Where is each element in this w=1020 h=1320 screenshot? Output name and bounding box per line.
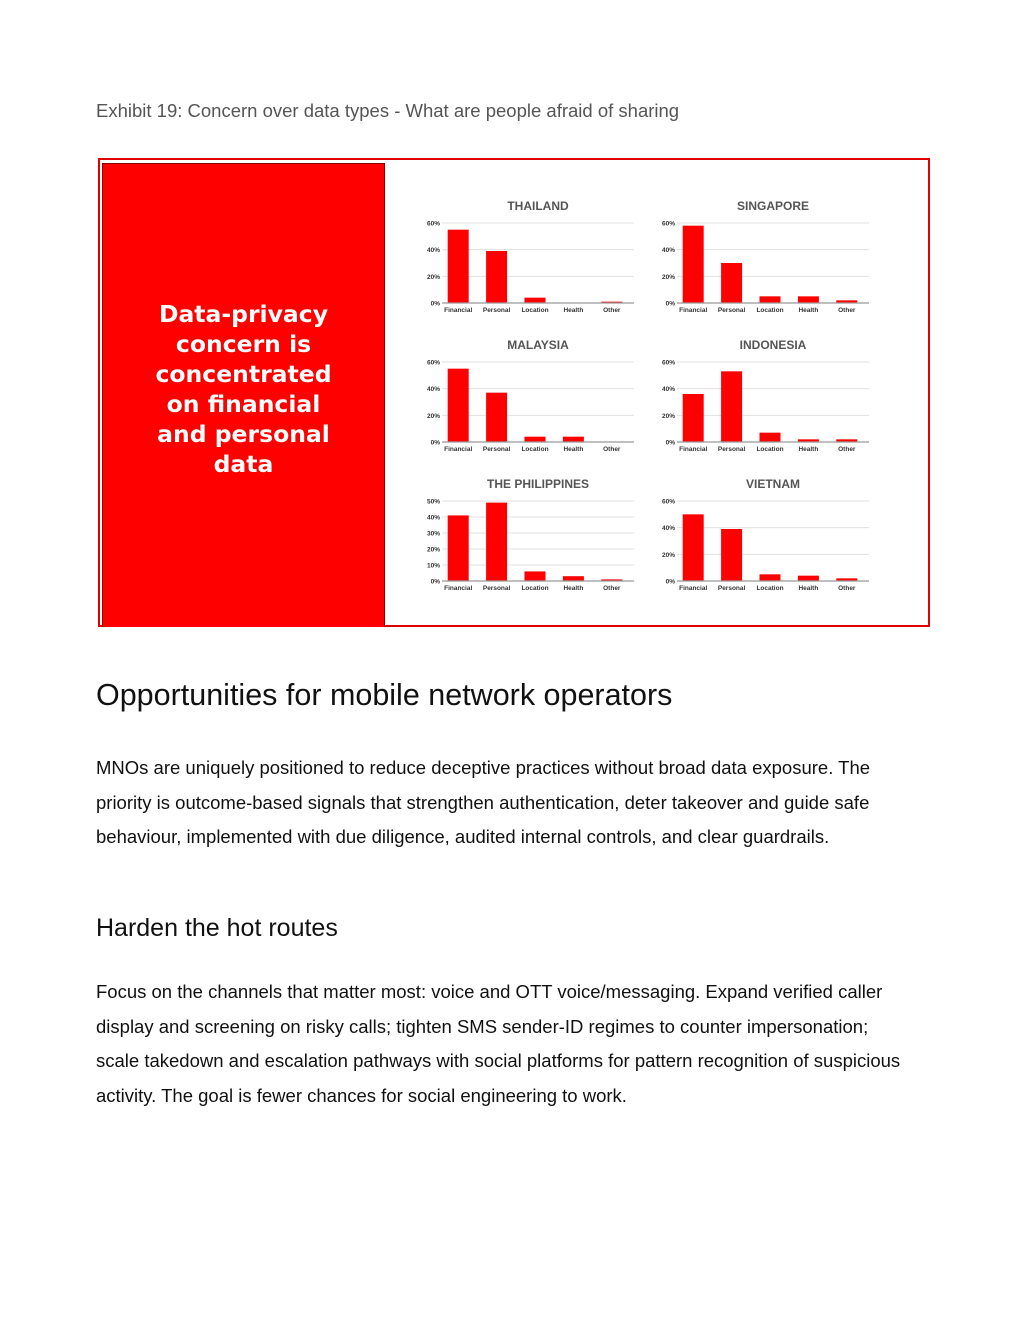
y-tick-label: 60% bbox=[426, 359, 440, 367]
headline-text: Data-privacy concern is concentrated on financial and personal data bbox=[155, 299, 332, 478]
y-tick-label: 40% bbox=[661, 247, 675, 255]
x-tick-label: Location bbox=[756, 307, 784, 314]
bar bbox=[563, 437, 584, 442]
x-tick-label: Health bbox=[798, 446, 819, 453]
y-tick-label: 0% bbox=[665, 439, 675, 447]
bar bbox=[448, 230, 469, 303]
y-tick-label: 0% bbox=[430, 300, 440, 308]
bar bbox=[721, 371, 742, 442]
bar bbox=[448, 369, 469, 442]
x-tick-label: Personal bbox=[482, 307, 511, 314]
chart-title: THE PHILIPPINES bbox=[486, 477, 590, 491]
x-tick-label: Location bbox=[521, 307, 549, 314]
y-tick-label: 60% bbox=[661, 498, 675, 506]
y-tick-label: 60% bbox=[661, 220, 675, 228]
chart-title: SINGAPORE bbox=[736, 199, 810, 213]
x-tick-label: Personal bbox=[717, 446, 746, 453]
bar bbox=[721, 263, 742, 303]
x-tick-label: Other bbox=[603, 446, 621, 453]
x-tick-label: Other bbox=[838, 585, 856, 592]
y-tick-label: 0% bbox=[665, 578, 675, 586]
y-tick-label: 40% bbox=[426, 386, 440, 394]
chart-title: INDONESIA bbox=[739, 338, 807, 352]
bar bbox=[486, 393, 507, 442]
x-tick-label: Personal bbox=[717, 585, 746, 592]
x-tick-label: Health bbox=[563, 446, 584, 453]
bar bbox=[760, 296, 781, 303]
x-tick-label: Personal bbox=[717, 307, 746, 314]
x-tick-label: Health bbox=[563, 307, 584, 314]
y-tick-label: 50% bbox=[426, 498, 440, 506]
x-tick-label: Location bbox=[521, 585, 549, 592]
y-tick-label: 20% bbox=[661, 551, 675, 559]
y-tick-label: 40% bbox=[426, 247, 440, 255]
x-tick-label: Location bbox=[756, 446, 784, 453]
bar bbox=[683, 226, 704, 303]
x-tick-label: Other bbox=[838, 307, 856, 314]
bar bbox=[721, 529, 742, 581]
subsection-paragraph: Focus on the channels that matter most: voice and OTT voice/messaging. Expand verified caller display and screening on risky calls; tighten SMS sender-ID regimes to counter impersonation; scale takedown and escalation pathways with social platforms for pattern recognition of suspicious activity. The goal is fewer chances for social engineering to work. bbox=[96, 981, 901, 1106]
exhibit-caption: Exhibit 19: Concern over data types - What are people afraid of sharing bbox=[96, 100, 680, 121]
chart-title: THAILAND bbox=[507, 199, 569, 213]
y-tick-label: 20% bbox=[661, 412, 675, 420]
x-tick-label: Financial bbox=[679, 585, 708, 592]
y-tick-label: 60% bbox=[661, 359, 675, 367]
y-tick-label: 0% bbox=[665, 300, 675, 308]
bar bbox=[760, 574, 781, 581]
x-tick-label: Health bbox=[563, 585, 584, 592]
x-tick-label: Financial bbox=[679, 307, 708, 314]
x-tick-label: Health bbox=[798, 307, 819, 314]
x-tick-label: Financial bbox=[444, 446, 473, 453]
bar bbox=[525, 437, 546, 442]
bar bbox=[525, 571, 546, 581]
y-tick-label: 10% bbox=[426, 562, 440, 570]
exhibit-figure bbox=[98, 158, 930, 627]
x-tick-label: Location bbox=[756, 585, 784, 592]
x-tick-label: Financial bbox=[444, 307, 473, 314]
bar bbox=[683, 394, 704, 442]
bar bbox=[760, 433, 781, 442]
bar bbox=[486, 503, 507, 581]
y-tick-label: 20% bbox=[426, 412, 440, 420]
y-tick-label: 20% bbox=[426, 546, 440, 554]
section-title: Opportunities for mobile network operators bbox=[96, 678, 673, 712]
y-tick-label: 40% bbox=[661, 525, 675, 533]
y-tick-label: 30% bbox=[426, 530, 440, 538]
x-tick-label: Other bbox=[603, 307, 621, 314]
section-paragraph: MNOs are uniquely positioned to reduce deceptive practices without broad data exposure. The priority is outcome-based signals that strengthen authentication, deter takeover and guide safe behaviour, implemented with due diligence, audited internal controls, and clear guardrails. bbox=[96, 757, 871, 847]
x-tick-label: Financial bbox=[444, 585, 473, 592]
x-tick-label: Health bbox=[798, 585, 819, 592]
x-tick-label: Personal bbox=[482, 446, 511, 453]
x-tick-label: Location bbox=[521, 446, 549, 453]
x-tick-label: Other bbox=[838, 446, 856, 453]
y-tick-label: 40% bbox=[426, 514, 440, 522]
y-tick-label: 40% bbox=[661, 386, 675, 394]
y-tick-label: 0% bbox=[430, 439, 440, 447]
bar bbox=[798, 576, 819, 581]
x-tick-label: Financial bbox=[679, 446, 708, 453]
chart-title: VIETNAM bbox=[746, 477, 800, 491]
y-tick-label: 20% bbox=[661, 273, 675, 281]
bar bbox=[448, 515, 469, 581]
subsection-title: Harden the hot routes bbox=[96, 914, 338, 942]
chart-title: MALAYSIA bbox=[507, 338, 569, 352]
x-tick-label: Other bbox=[603, 585, 621, 592]
y-tick-label: 0% bbox=[430, 578, 440, 586]
bar bbox=[798, 296, 819, 303]
country-bar-charts bbox=[100, 160, 932, 629]
bar bbox=[683, 514, 704, 581]
y-tick-label: 60% bbox=[426, 220, 440, 228]
x-tick-label: Personal bbox=[482, 585, 511, 592]
bar bbox=[525, 298, 546, 303]
bar bbox=[486, 251, 507, 303]
y-tick-label: 20% bbox=[426, 273, 440, 281]
bar bbox=[563, 576, 584, 581]
